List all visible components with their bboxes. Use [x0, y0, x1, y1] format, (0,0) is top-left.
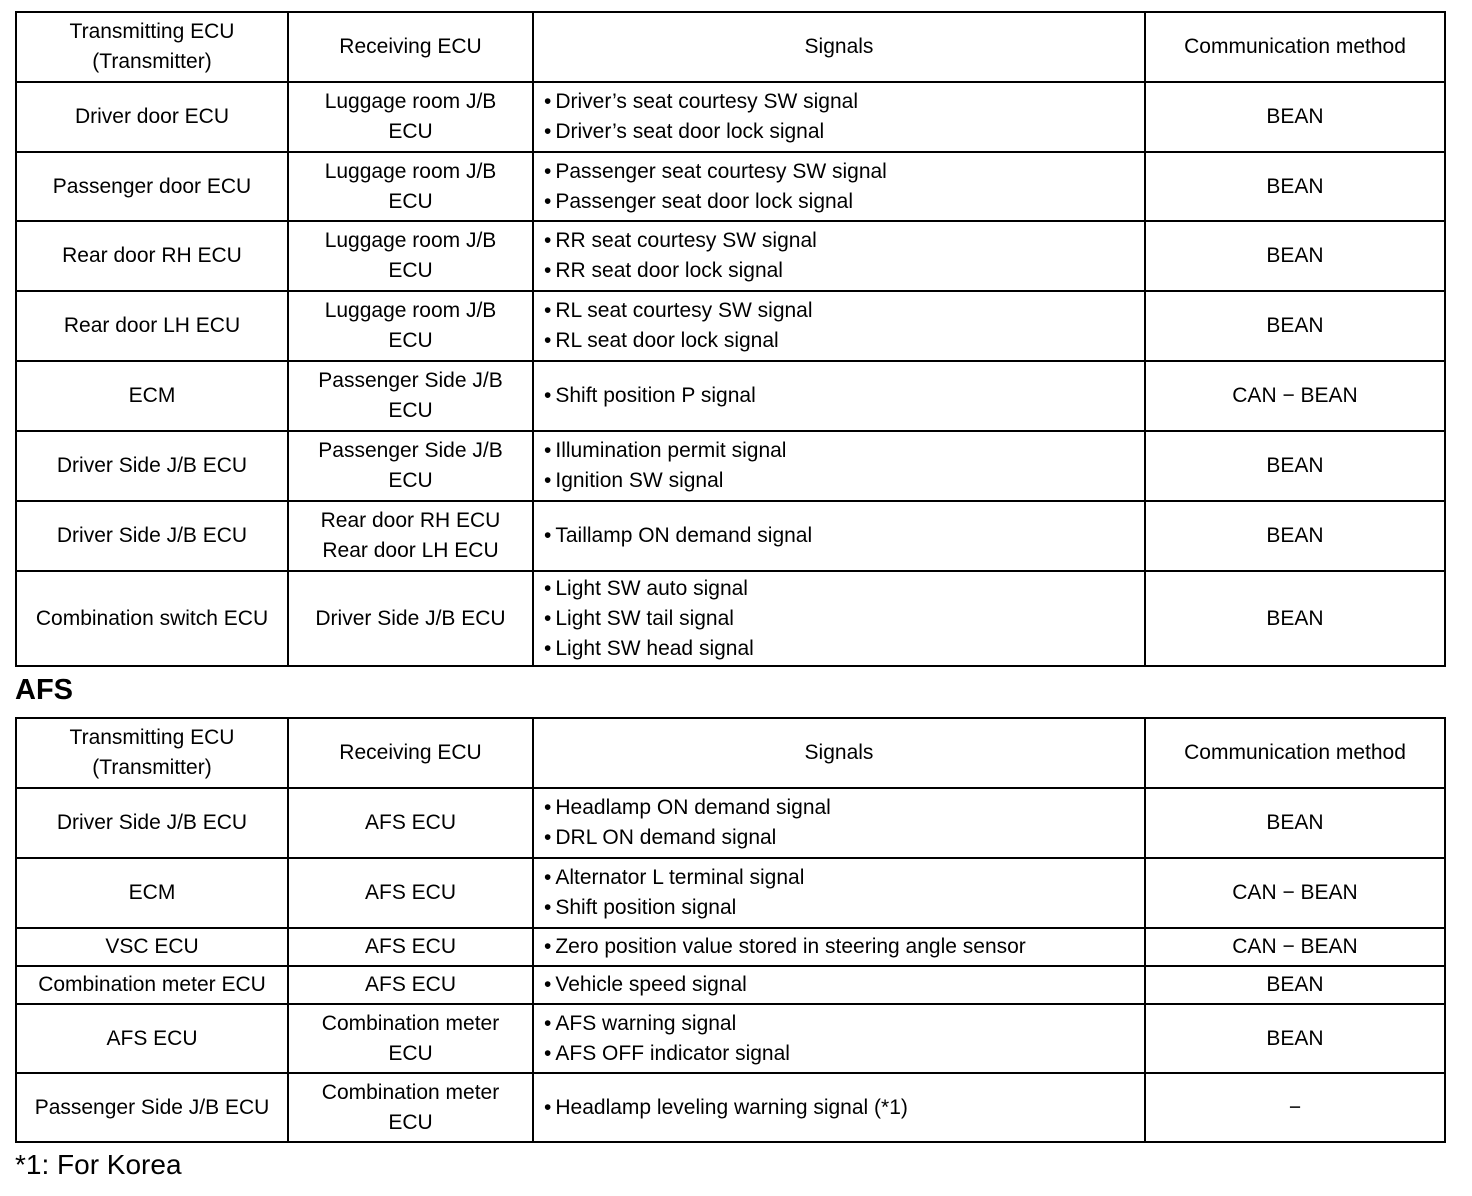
receiving-ecu-line: Luggage room J/B [324, 159, 497, 183]
cell-transmitting-ecu: Combination switch ECU [16, 571, 288, 666]
cell-signals [533, 1073, 1145, 1142]
signal-item: • Headlamp leveling warning signal (*1) [544, 1093, 1138, 1123]
cell-communication-method: CAN − BEAN [1145, 928, 1445, 966]
cell-signals [533, 571, 1145, 666]
header-transmitting-ecu: Transmitting ECU (Transmitter) [16, 718, 288, 788]
body-control-communication-table [15, 11, 1446, 667]
signal-item: • DRL ON demand signal [544, 823, 1138, 853]
header-signals: Signals [533, 718, 1145, 788]
cell-communication-method: BEAN [1145, 571, 1445, 666]
receiving-ecu-line: Rear door RH ECU [320, 509, 501, 532]
cell-communication-method: BEAN [1145, 1004, 1445, 1073]
cell-transmitting-ecu: Driver Side J/B ECU [16, 501, 288, 571]
table-header-row [16, 718, 1445, 788]
afs-communication-table [15, 717, 1446, 1143]
cell-receiving-ecu [288, 928, 533, 966]
receiving-ecu-line: Luggage room J/B [324, 90, 497, 113]
table-row [16, 1073, 1445, 1142]
cell-communication-method: CAN − BEAN [1145, 361, 1445, 431]
header-communication-method: Communication method [1145, 12, 1445, 82]
signal-item: • AFS OFF indicator signal [544, 1039, 1138, 1069]
receiving-ecu-line: Passenger Side J/B [318, 439, 503, 462]
table-row [16, 858, 1445, 928]
signal-item: • Passenger seat door lock signal [544, 187, 1138, 217]
cell-communication-method: BEAN [1145, 221, 1445, 291]
table-row [16, 928, 1445, 966]
cell-signals [533, 431, 1145, 501]
receiving-ecu-line: AFS ECU [364, 935, 456, 958]
cell-signals [533, 152, 1145, 221]
cell-signals [533, 221, 1145, 291]
receiving-ecu-line: AFS ECU [364, 811, 456, 834]
receiving-ecu-line: ECU [388, 399, 433, 422]
cell-communication-method: BEAN [1145, 291, 1445, 361]
table-row [16, 1004, 1445, 1073]
signal-item: • Taillamp ON demand signal [544, 521, 1138, 551]
receiving-ecu-line: ECU [388, 120, 433, 143]
receiving-ecu-line: ECU [388, 1110, 433, 1134]
cell-receiving-ecu [288, 1004, 533, 1073]
signal-item: • Light SW tail signal [544, 604, 1138, 634]
cell-receiving-ecu [288, 788, 533, 858]
cell-transmitting-ecu: ECM [16, 361, 288, 431]
cell-transmitting-ecu: Combination meter ECU [16, 966, 288, 1004]
cell-receiving-ecu [288, 82, 533, 152]
cell-communication-method: − [1145, 1073, 1445, 1142]
receiving-ecu-line: Luggage room J/B [324, 299, 497, 322]
cell-transmitting-ecu: Passenger Side J/B ECU [16, 1073, 288, 1142]
receiving-ecu-line: Combination meter [321, 1011, 500, 1035]
signal-item: • Zero position value stored in steering angle sensor [544, 932, 1138, 962]
signal-item: • Ignition SW signal [544, 466, 1138, 496]
receiving-ecu-line: ECU [388, 469, 433, 492]
receiving-ecu-line: Combination meter [321, 1080, 500, 1104]
cell-signals [533, 291, 1145, 361]
cell-receiving-ecu [288, 571, 533, 666]
signal-item: • AFS warning signal [544, 1009, 1138, 1039]
table-row [16, 788, 1445, 858]
cell-signals [533, 501, 1145, 571]
cell-transmitting-ecu: Passenger door ECU [16, 152, 288, 221]
table-row [16, 571, 1445, 666]
table-row [16, 291, 1445, 361]
cell-communication-method: BEAN [1145, 966, 1445, 1004]
signal-item: • Driver’s seat door lock signal [544, 117, 1138, 147]
signal-item: • Light SW auto signal [544, 574, 1138, 604]
table-row [16, 152, 1445, 221]
cell-signals [533, 928, 1145, 966]
cell-receiving-ecu [288, 966, 533, 1004]
footnote: *1: For Korea [15, 1149, 182, 1180]
cell-receiving-ecu [288, 1073, 533, 1142]
cell-signals [533, 82, 1145, 152]
header-signals: Signals [533, 12, 1145, 82]
cell-communication-method: CAN − BEAN [1145, 858, 1445, 928]
cell-transmitting-ecu: Driver Side J/B ECU [16, 788, 288, 858]
cell-communication-method: BEAN [1145, 788, 1445, 858]
header-communication-method: Communication method [1145, 718, 1445, 788]
table-row [16, 221, 1445, 291]
receiving-ecu-line: Passenger Side J/B [318, 369, 503, 392]
receiving-ecu-line: Luggage room J/B [324, 229, 497, 252]
table-row [16, 361, 1445, 431]
cell-transmitting-ecu: Rear door RH ECU [16, 221, 288, 291]
signal-item: • Shift position P signal [544, 381, 1138, 411]
cell-signals [533, 788, 1145, 858]
cell-receiving-ecu [288, 221, 533, 291]
receiving-ecu-line: AFS ECU [364, 881, 456, 904]
cell-signals [533, 361, 1145, 431]
signal-item: • RL seat courtesy SW signal [544, 296, 1138, 326]
cell-signals [533, 966, 1145, 1004]
signal-item: • RR seat door lock signal [544, 256, 1138, 286]
receiving-ecu-line: ECU [388, 189, 433, 213]
signal-item: • RL seat door lock signal [544, 326, 1138, 356]
receiving-ecu-line: AFS ECU [364, 973, 456, 996]
signal-item: • Passenger seat courtesy SW signal [544, 157, 1138, 187]
signal-item: • Light SW head signal [544, 634, 1138, 664]
signal-item: • Vehicle speed signal [544, 970, 1138, 1000]
receiving-ecu-line: ECU [388, 259, 433, 282]
cell-communication-method: BEAN [1145, 501, 1445, 571]
signal-item: • RR seat courtesy SW signal [544, 226, 1138, 256]
signal-item: • Driver’s seat courtesy SW signal [544, 87, 1138, 117]
header-receiving-ecu: Receiving ECU [288, 718, 533, 788]
cell-receiving-ecu [288, 291, 533, 361]
cell-signals [533, 1004, 1145, 1073]
cell-signals [533, 858, 1145, 928]
cell-transmitting-ecu: Driver Side J/B ECU [16, 431, 288, 501]
table-header-row [16, 12, 1445, 82]
cell-receiving-ecu [288, 858, 533, 928]
receiving-ecu-line: ECU [388, 329, 433, 352]
cell-receiving-ecu [288, 152, 533, 221]
signal-item: • Headlamp ON demand signal [544, 793, 1138, 823]
cell-receiving-ecu [288, 501, 533, 571]
cell-receiving-ecu [288, 361, 533, 431]
cell-receiving-ecu [288, 431, 533, 501]
table-row [16, 431, 1445, 501]
cell-transmitting-ecu: ECM [16, 858, 288, 928]
table-body [16, 82, 1445, 666]
header-receiving-ecu: Receiving ECU [288, 12, 533, 82]
section-title-afs: AFS [15, 674, 73, 706]
cell-transmitting-ecu: VSC ECU [16, 928, 288, 966]
cell-transmitting-ecu: AFS ECU [16, 1004, 288, 1073]
cell-communication-method: BEAN [1145, 82, 1445, 152]
receiving-ecu-line: ECU [388, 1041, 433, 1065]
signal-item: • Alternator L terminal signal [544, 863, 1138, 893]
receiving-ecu-line: Driver Side J/B ECU [315, 606, 506, 630]
header-transmitting-ecu: Transmitting ECU (Transmitter) [16, 12, 288, 82]
table-row [16, 966, 1445, 1004]
signal-item: • Shift position signal [544, 893, 1138, 923]
receiving-ecu-line: Rear door LH ECU [322, 539, 499, 562]
signal-item: • Illumination permit signal [544, 436, 1138, 466]
table-row [16, 501, 1445, 571]
cell-communication-method: BEAN [1145, 431, 1445, 501]
cell-transmitting-ecu: Driver door ECU [16, 82, 288, 152]
cell-communication-method: BEAN [1145, 152, 1445, 221]
table-body [16, 788, 1445, 1142]
table-row [16, 82, 1445, 152]
cell-transmitting-ecu: Rear door LH ECU [16, 291, 288, 361]
